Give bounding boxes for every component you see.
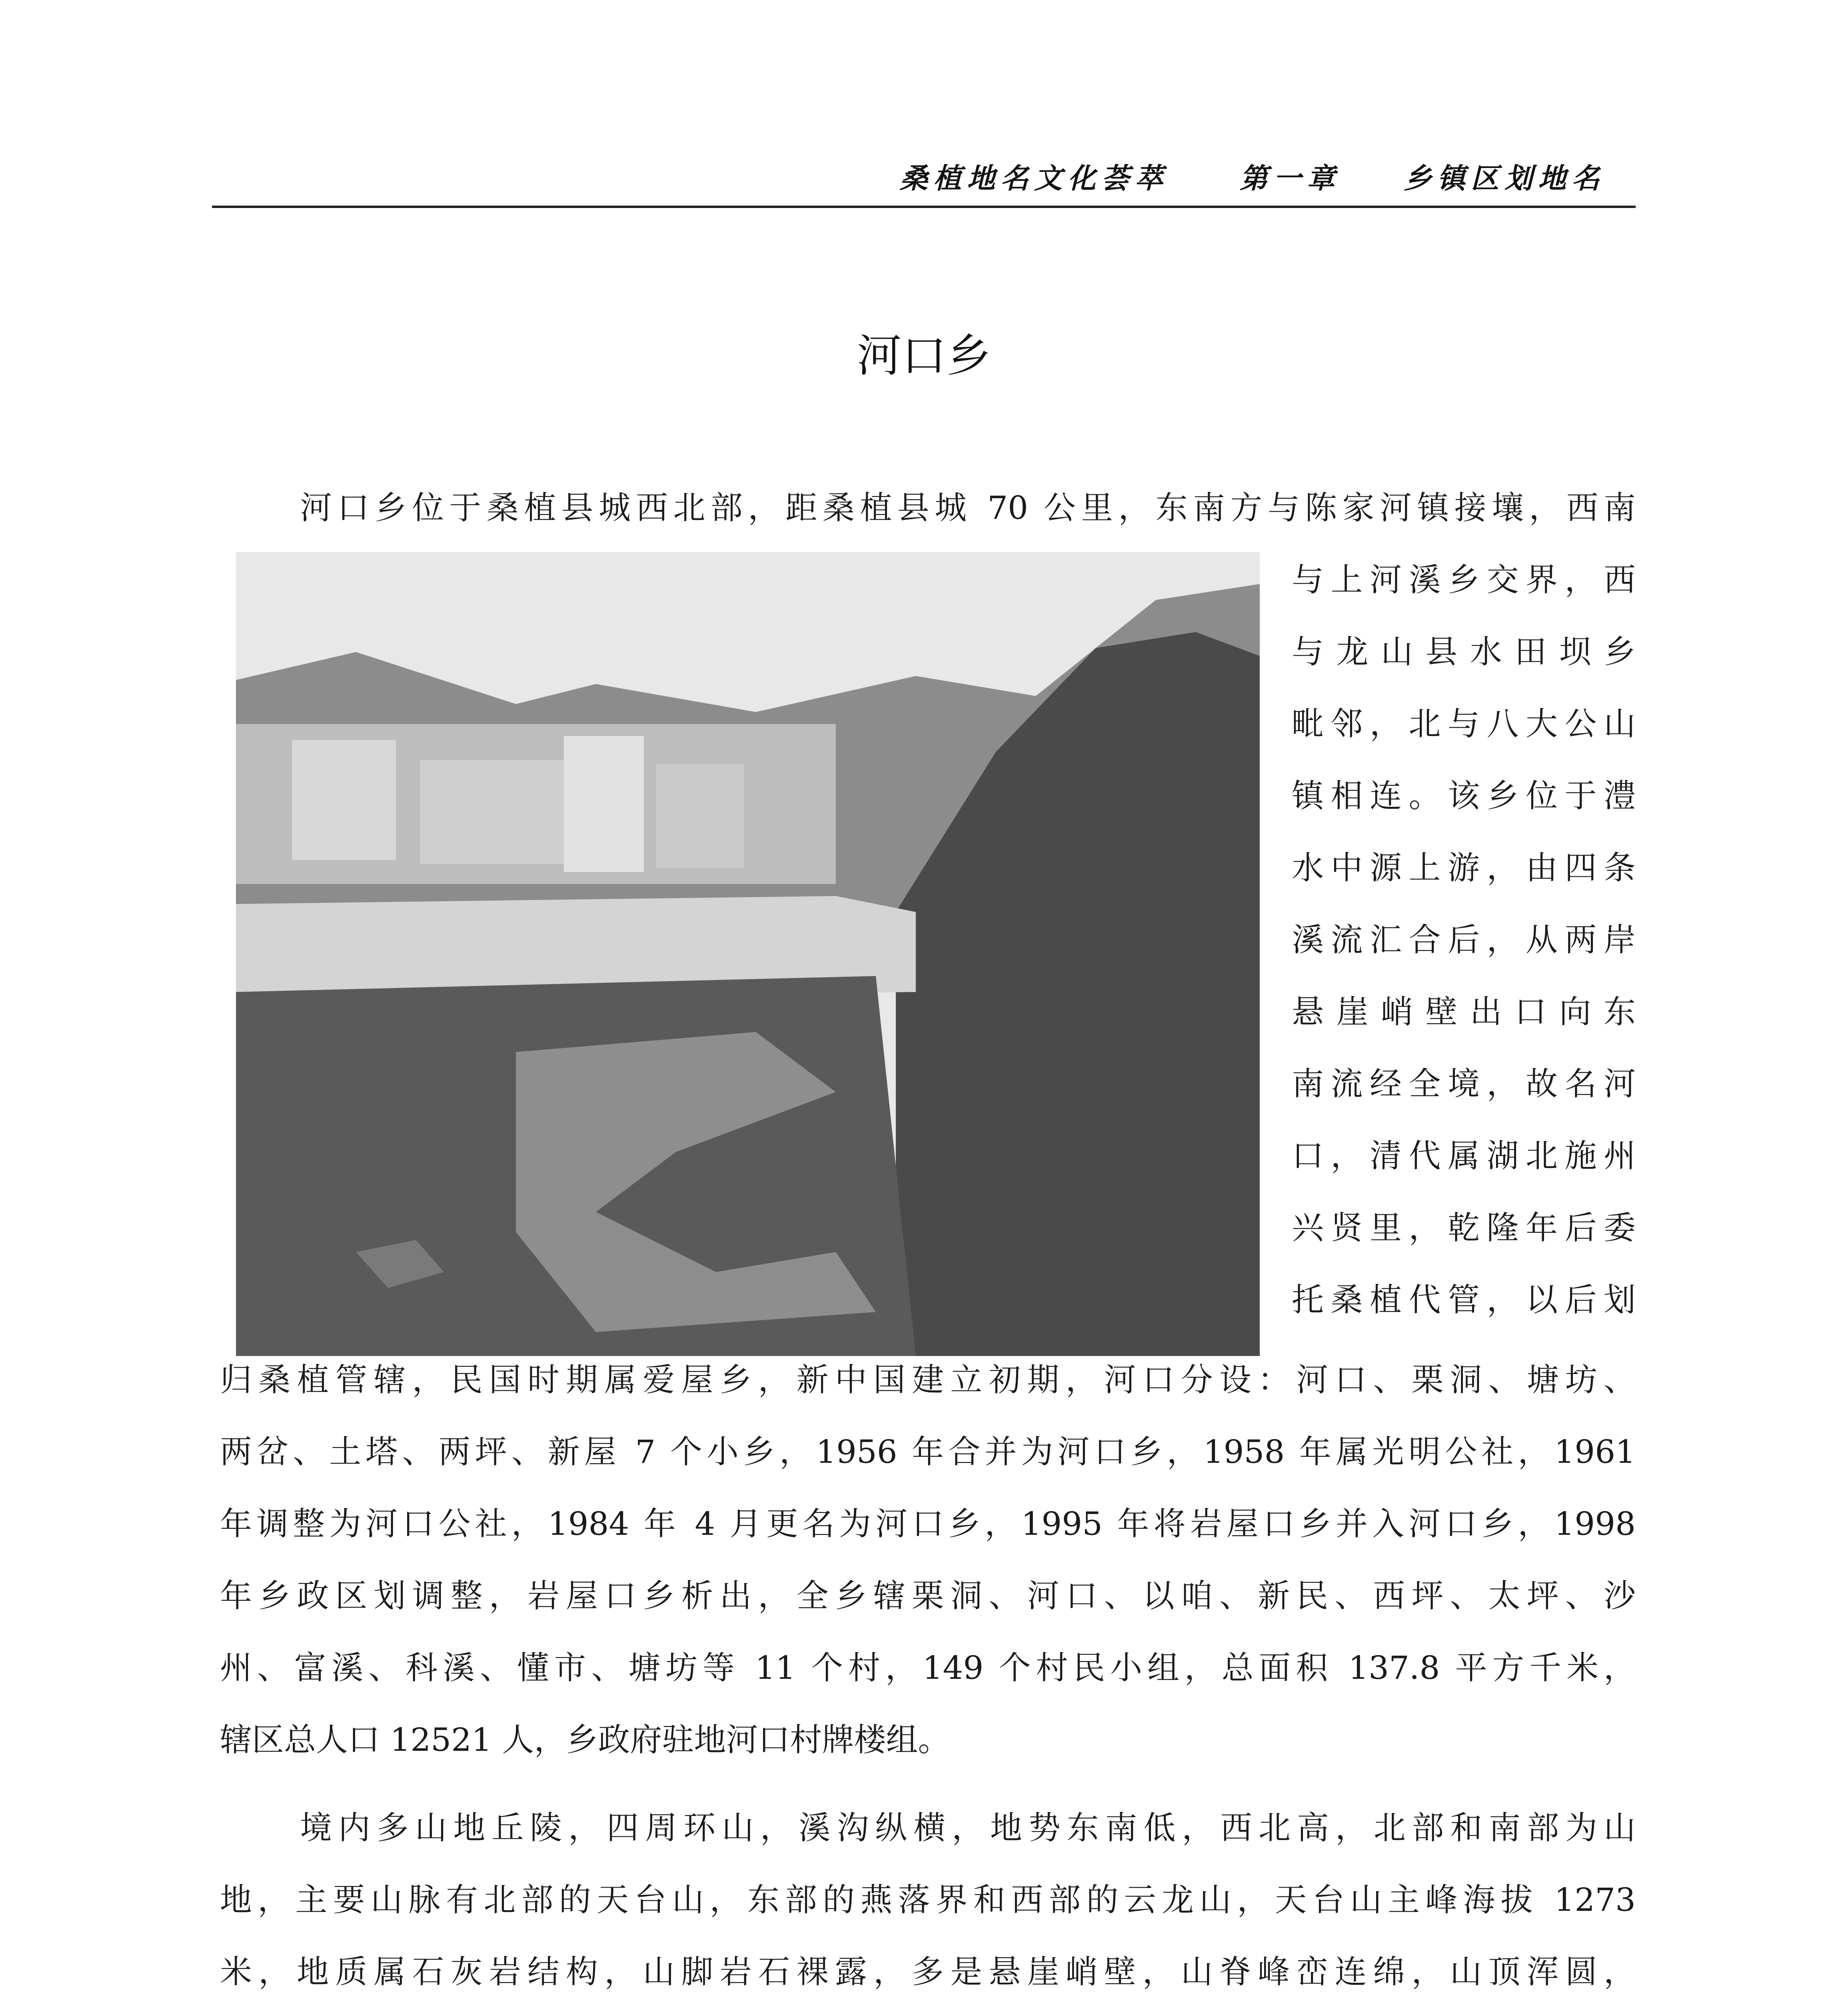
header-chapter: 第一章 xyxy=(1240,162,1341,195)
header-section: 乡镇区划地名 xyxy=(1404,162,1605,195)
side-line: 南流经全境，故名河 xyxy=(1292,1065,1636,1102)
running-header xyxy=(212,152,1636,200)
body-line: 归桑植管辖，民国时期属爱屋乡，新中国建立初期，河口分设：河口、栗洞、塘坊、 xyxy=(220,1361,1636,1398)
side-line: 溪流汇合后，从两岸 xyxy=(1292,921,1636,958)
page-title: 河口乡 xyxy=(857,330,991,382)
side-line: 口，清代属湖北施州 xyxy=(1292,1137,1636,1174)
body-line: 地，主要山脉有北部的天台山，东部的燕落界和西部的云龙山，天台山主峰海拔 1273 xyxy=(220,1881,1636,1918)
body-line: 年乡政区划调整，岩屋口乡析出，全乡辖栗洞、河口、以咱、新民、西坪、太坪、沙 xyxy=(220,1577,1636,1614)
paragraph-1-line-1: 河口乡位于桑植县城西北部，距桑植县城 70 公里，东南方与陈家河镇接壤，西南 xyxy=(300,489,1636,526)
side-line: 与龙山县水田坝乡 xyxy=(1292,633,1636,670)
river-photo-drawing xyxy=(236,552,1260,1356)
side-line: 与上河溪乡交界，西 xyxy=(1292,561,1636,598)
side-line: 水中源上游，由四条 xyxy=(1292,849,1636,886)
side-line: 托桑植代管，以后划 xyxy=(1292,1281,1636,1318)
body-line: 辖区总人口 12521 人，乡政府驻地河口村牌楼组。 xyxy=(220,1721,950,1758)
river-photo xyxy=(236,552,1260,1356)
body-line: 境内多山地丘陵，四周环山，溪沟纵横，地势东南低，西北高，北部和南部为山 xyxy=(300,1809,1636,1846)
side-line: 镇相连。该乡位于澧 xyxy=(1292,777,1636,814)
body-line: 米，地质属石灰岩结构，山脚岩石裸露，多是悬崖峭壁，山脊峰峦连绵，山顶浑圆， xyxy=(220,1953,1636,1990)
side-line: 毗邻，北与八大公山 xyxy=(1292,705,1636,742)
header-book-title: 桑植地名文化荟萃 xyxy=(900,162,1169,195)
body-line: 年调整为河口公社，1984 年 4 月更名为河口乡，1995 年将岩屋口乡并入河口乡，1998 xyxy=(220,1505,1636,1542)
side-line: 兴贤里，乾隆年后委 xyxy=(1292,1209,1636,1246)
header-rule xyxy=(212,206,1636,208)
body-line: 两岔、土塔、两坪、新屋 7 个小乡，1956 年合并为河口乡，1958 年属光明公社，1961 xyxy=(220,1433,1636,1470)
body-line: 州、富溪、科溪、懂市、塘坊等 11 个村，149 个村民小组，总面积 137.8 平方千米， xyxy=(220,1649,1636,1686)
side-line: 悬崖峭壁出口向东 xyxy=(1292,993,1636,1030)
